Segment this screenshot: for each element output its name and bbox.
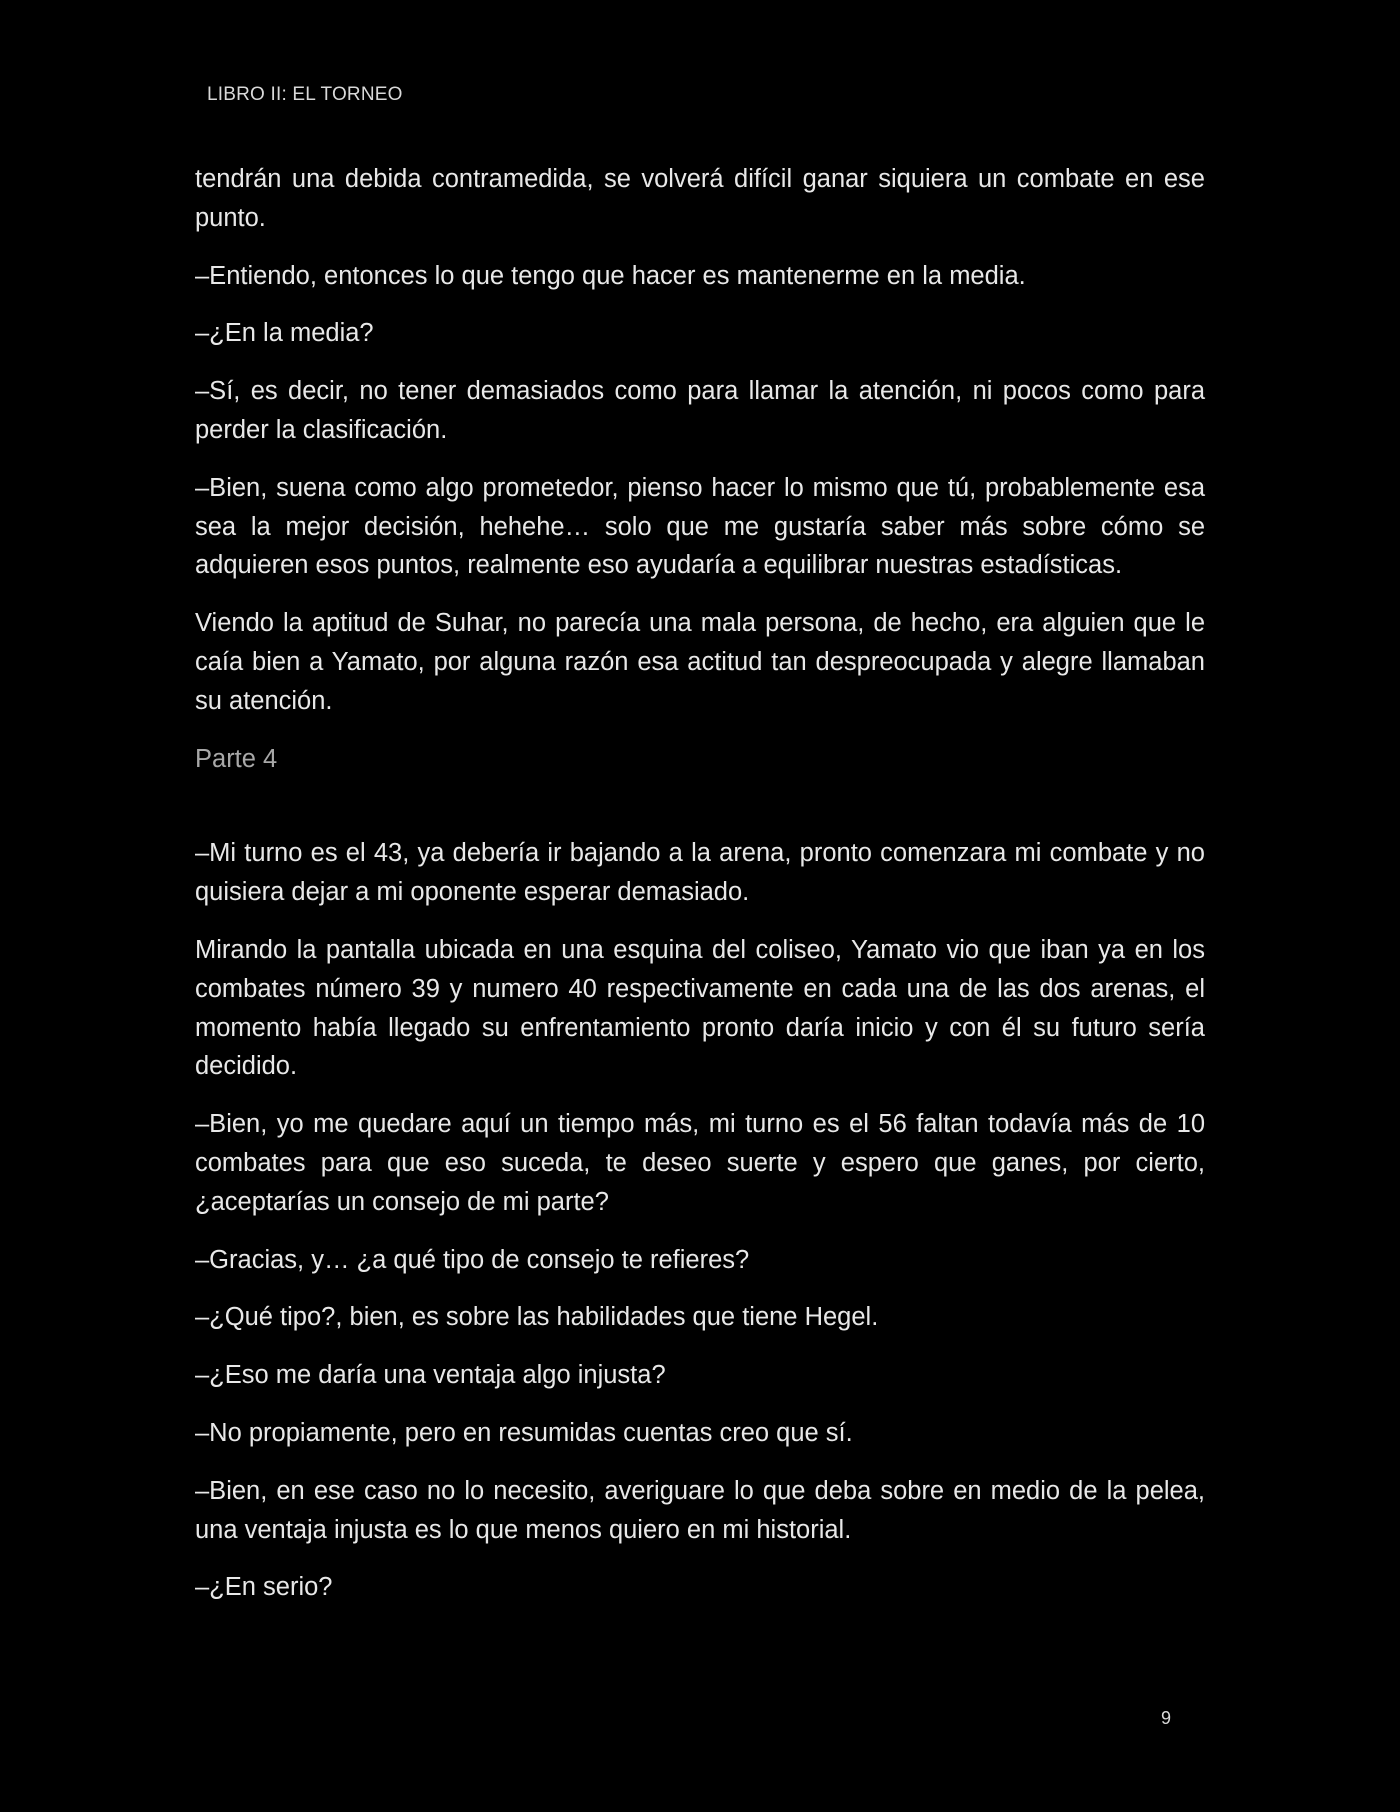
paragraph: Viendo la aptitud de Suhar, no parecía una mala persona, de hecho, era alguien que le caía bien a Yamato, por alguna razón esa actitud tan despreocupada y alegre llamaban su atención. <box>195 609 1205 715</box>
paragraph: Mirando la pantalla ubicada en una esquina del coliseo, Yamato vio que iban ya en los combates número 39 y numero 40 respectivamente en cada una de las dos arenas, el momento había llegado su enfrentamiento pronto daría inicio y con él su futuro sería decidido. <box>195 935 1205 1081</box>
paragraph: –Entiendo, entonces lo que tengo que hacer es mantenerme en la media. <box>195 261 1026 290</box>
paragraph: –¿En la media? <box>195 319 374 348</box>
paragraph: –Gracias, y… ¿a qué tipo de consejo te refieres? <box>195 1245 750 1274</box>
page-number: 9 <box>1161 1708 1172 1728</box>
running-header: LIBRO II: EL TORNEO <box>207 84 403 105</box>
paragraph: –Bien, suena como algo prometedor, pienso hacer lo mismo que tú, probablemente esa sea la mejor decisión, hehehe… solo que me gustaría saber más sobre cómo se adquieren esos puntos, realmente eso ayudaría a equilibrar nuestras estadísticas. <box>195 473 1205 580</box>
section-heading: Parte 4 <box>195 744 278 773</box>
page-body <box>195 160 1205 1626</box>
paragraph: –Sí, es decir, no tener demasiados como para llamar la atención, ni pocos como para perder la clasificación. <box>195 377 1205 444</box>
paragraph: tendrán una debida contramedida, se volverá difícil ganar siquiera un combate en ese punto. <box>195 165 1205 232</box>
paragraph: –Bien, en ese caso no lo necesito, averiguare lo que deba sobre en medio de la pelea, una ventaja injusta es lo que menos quiero en mi historial. <box>195 1476 1205 1544</box>
paragraph: –No propiamente, pero en resumidas cuentas creo que sí. <box>195 1418 853 1447</box>
paragraph: –¿En serio? <box>195 1573 333 1602</box>
paragraph: –Mi turno es el 43, ya debería ir bajando a la arena, pronto comenzara mi combate y no quisiera dejar a mi oponente esperar demasiado. <box>195 839 1205 907</box>
paragraph: –¿Eso me daría una ventaja algo injusta? <box>195 1361 666 1390</box>
paragraph: –¿Qué tipo?, bien, es sobre las habilidades que tiene Hegel. <box>195 1303 879 1332</box>
paragraph: –Bien, yo me quedare aquí un tiempo más, mi turno es el 56 faltan todavía más de 10 combates para que eso suceda, te deseo suerte y espero que ganes, por cierto, ¿aceptarías un consejo de mi parte? <box>195 1110 1205 1216</box>
